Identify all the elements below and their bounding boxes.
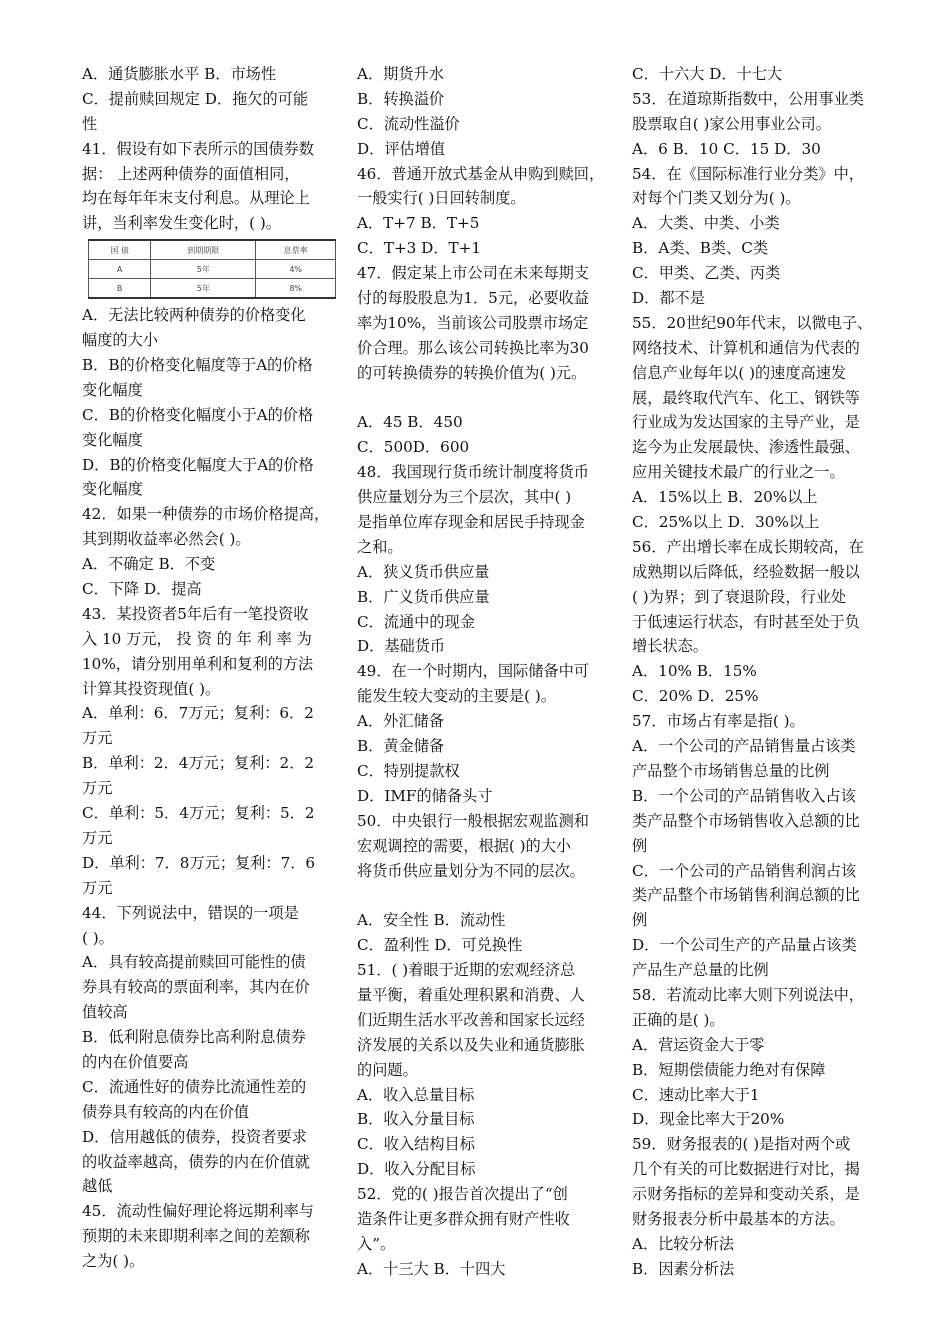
text-line: 产品生产总量的比例 bbox=[632, 961, 769, 980]
text-line: 性 bbox=[82, 114, 98, 133]
text-line: C．流通性好的债券比流通性差的 bbox=[82, 1077, 307, 1096]
text-line: 59．财务报表的( )是指对两个或 bbox=[632, 1135, 851, 1154]
text-line: D．IMF的储备头寸 bbox=[357, 786, 493, 805]
text-line: C．B的价格变化幅度小于A的价格 bbox=[82, 405, 314, 424]
text-line: 入 10 万元， 投 资 的 年 利 率 为 bbox=[82, 629, 312, 648]
text-line: 47．假定某上市公司在未来每期支 bbox=[357, 264, 589, 283]
text-line: 万元 bbox=[82, 729, 113, 748]
text-line: 57．市场占有率是指( )。 bbox=[632, 712, 805, 731]
text-line: A．15%以上 B．20%以上 bbox=[632, 488, 818, 507]
text-line: B．低利附息债券比高利附息债券 bbox=[82, 1028, 306, 1047]
left-column-top-text bbox=[82, 62, 344, 236]
text-line: B．转换溢价 bbox=[357, 89, 445, 108]
text-line: 类产品整个市场销售收入总额的比 bbox=[632, 811, 860, 830]
text-line: 行业成为发达国家的主导产业，是 bbox=[632, 413, 860, 432]
bond-table-cell: 5年 bbox=[151, 260, 256, 279]
text-line: 之为( )。 bbox=[82, 1252, 145, 1271]
bond-table-cell: A bbox=[89, 260, 151, 279]
text-line: 增长状态。 bbox=[632, 637, 708, 656]
text-line: 例 bbox=[632, 911, 648, 930]
text-line: 将货币供应量划分为不同的层次。 bbox=[357, 861, 585, 880]
text-line: 一般实行( )日回转制度。 bbox=[357, 189, 526, 208]
text-line: ( )为界；到了衰退阶段，行业处 bbox=[632, 587, 847, 606]
bond-table-cell: 8% bbox=[256, 279, 336, 299]
text-line: 迄今为止发展最快、渗透性最强、 bbox=[632, 438, 860, 457]
text-line: 济发展的关系以及失业和通货膨胀 bbox=[357, 1035, 585, 1054]
text-line: 变化幅度 bbox=[82, 380, 143, 399]
text-line: A．营运资金大于零 bbox=[632, 1035, 765, 1054]
text-line: 信息产业每年以( )的速度高速发 bbox=[632, 363, 847, 382]
text-line: B．一个公司的产品销售收入占该 bbox=[632, 786, 856, 805]
text-line: 53．在道琼斯指数中，公用事业类 bbox=[632, 89, 864, 108]
text-line: 率为10%，当前该公司股票市场定 bbox=[357, 313, 589, 332]
text-line: C．下降 D．提高 bbox=[82, 580, 202, 599]
text-line: 的问题。 bbox=[357, 1060, 418, 1079]
text-line: 55．20世纪90年代末，以微电子、 bbox=[632, 313, 873, 332]
text-line: 的内在价值要高 bbox=[82, 1052, 189, 1071]
text-line: A．无法比较两种债券的价格变化 bbox=[82, 306, 306, 325]
text-line: 44．下列说法中，错误的一项是 bbox=[82, 903, 299, 922]
left-column-bottom-text bbox=[82, 303, 344, 1274]
bond-table-header: 息票率 bbox=[256, 240, 336, 260]
text-line: 例 bbox=[632, 836, 648, 855]
bond-table-cell: B bbox=[89, 279, 151, 299]
text-line: 其到期收益率必然会( )。 bbox=[82, 530, 251, 549]
text-line: C．流动性溢价 bbox=[357, 114, 460, 133]
text-line: 讲，当利率发生变化时，( )。 bbox=[82, 214, 281, 233]
text-line: 应用关键技术最广的行业之一。 bbox=[632, 463, 845, 482]
text-line: 变化幅度 bbox=[82, 480, 143, 499]
text-line: 入”。 bbox=[357, 1234, 396, 1253]
text-line: 成熟期以后降低，经验数据一般以 bbox=[632, 562, 860, 581]
text-line: 股票取自( )家公用事业公司。 bbox=[632, 114, 831, 133]
text-line: 造条件让更多群众拥有财产性收 bbox=[357, 1209, 570, 1228]
text-line: 值较高 bbox=[82, 1003, 128, 1022]
text-line: D．B的价格变化幅度大于A的价格 bbox=[82, 455, 314, 474]
text-line: D．都不是 bbox=[632, 289, 705, 308]
text-line: A．单利：6．7万元；复利：6．2 bbox=[82, 704, 314, 723]
text-line: D．评估增值 bbox=[357, 139, 446, 158]
blank-line bbox=[357, 883, 629, 908]
text-line: C．十六大 D．十七大 bbox=[632, 65, 783, 83]
text-line: 变化幅度 bbox=[82, 430, 143, 449]
text-line: D．现金比率大于20% bbox=[632, 1110, 785, 1129]
right-column bbox=[632, 62, 900, 1282]
text-line: 45．流动性偏好理论将远期利率与 bbox=[82, 1202, 314, 1221]
text-line: 41．假设有如下表所示的国债券数 bbox=[82, 139, 314, 158]
text-line: 宏观调控的需要，根据( )的大小 bbox=[357, 836, 572, 855]
text-line: 供应量划分为三个层次，其中( ) bbox=[357, 488, 572, 507]
text-line: C．500D．600 bbox=[357, 438, 470, 457]
bond-table-cell: 5年 bbox=[151, 279, 256, 299]
bond-table-row bbox=[89, 279, 336, 299]
text-line: A．6 B．10 C．15 D．30 bbox=[632, 139, 821, 158]
text-line: 类产品整个市场销售利润总额的比 bbox=[632, 886, 860, 905]
text-line: 的收益率越高，债券的内在价值就 bbox=[82, 1152, 310, 1171]
text-line: 对每个门类又划分为( )。 bbox=[632, 189, 801, 208]
text-line: ( )。 bbox=[82, 928, 114, 947]
text-line: B．单利：2．4万元；复利：2．2 bbox=[82, 754, 315, 773]
text-line: A．狭义货币供应量 bbox=[357, 562, 490, 581]
bond-table-row bbox=[89, 260, 336, 279]
text-line: A．45 B．450 bbox=[357, 413, 463, 432]
blank-line bbox=[357, 386, 629, 411]
text-line: 是指单位库存现金和居民手持现金 bbox=[357, 513, 585, 532]
text-line: C．甲类、乙类、丙类 bbox=[632, 264, 781, 283]
text-line: B．收入分量目标 bbox=[357, 1110, 475, 1129]
bond-table-header: 国 债 bbox=[89, 240, 151, 260]
text-line: 示财务指标的差异和变动关系，是 bbox=[632, 1185, 860, 1204]
text-line: 均在每年年末支付利息。从理论上 bbox=[82, 189, 310, 208]
text-line: 54．在《国际标准行业分类》中， bbox=[632, 164, 864, 183]
text-line: 46．普通开放式基金从申购到赎回， bbox=[357, 164, 605, 183]
text-line: 展，最终取代汽车、化工、钢铁等 bbox=[632, 388, 860, 407]
text-line: 正确的是( )。 bbox=[632, 1010, 725, 1029]
text-line: 预期的未来即期利率之间的差额称 bbox=[82, 1227, 310, 1246]
text-line: 计算其投资现值( )。 bbox=[82, 679, 221, 698]
text-line: 50．中央银行一般根据宏观监测和 bbox=[357, 811, 589, 830]
text-line: 据： 上述两种债券的面值相同， bbox=[82, 164, 300, 183]
text-line: B．因素分析法 bbox=[632, 1259, 735, 1278]
text-line: A．具有较高提前赎回可能性的债 bbox=[82, 953, 306, 972]
text-line: 42．如果一种债券的市场价格提高， bbox=[82, 505, 330, 524]
text-line: 网络技术、计算机和通信为代表的 bbox=[632, 338, 860, 357]
text-line: 产品整个市场销售总量的比例 bbox=[632, 761, 830, 780]
text-line: 万元 bbox=[82, 779, 113, 798]
text-line: 付的每股股息为1．5元，必要收益 bbox=[357, 289, 589, 308]
text-line: 48．我国现行货币统计制度将货币 bbox=[357, 463, 589, 482]
text-line: A．10% B．15% bbox=[632, 662, 757, 681]
text-line: 万元 bbox=[82, 828, 113, 847]
text-line: B．短期偿债能力绝对有保障 bbox=[632, 1060, 826, 1079]
text-line: 万元 bbox=[82, 878, 113, 897]
text-line: B．广义货币供应量 bbox=[357, 587, 490, 606]
text-line: D．收入分配目标 bbox=[357, 1160, 476, 1179]
text-line: 10%，请分别用单利和复利的方法 bbox=[82, 654, 314, 673]
text-line: A．通货膨胀水平 B．市场性 bbox=[82, 65, 277, 83]
text-line: 财务报表分析中最基本的方法。 bbox=[632, 1209, 845, 1228]
bond-table bbox=[88, 239, 336, 299]
text-line: 券具有较高的票面利率，其内在价 bbox=[82, 978, 310, 997]
text-line: 的可转换债券的转换价值为( )元。 bbox=[357, 363, 587, 382]
text-line: 于低速运行状态，有时甚至处于负 bbox=[632, 612, 860, 631]
text-line: C．一个公司的产品销售利润占该 bbox=[632, 861, 857, 880]
text-line: C．盈利性 D．可兑换性 bbox=[357, 936, 523, 955]
text-line: 51．( )着眼于近期的宏观经济总 bbox=[357, 961, 576, 980]
text-line: B．黄金储备 bbox=[357, 737, 445, 756]
text-line: A．收入总量目标 bbox=[357, 1085, 475, 1104]
text-line: 之和。 bbox=[357, 537, 403, 556]
text-line: 58．若流动比率大则下列说法中， bbox=[632, 985, 864, 1004]
bond-table-cell: 4% bbox=[256, 260, 336, 279]
text-line: 价合理。那么该公司转换比率为30 bbox=[357, 338, 589, 357]
text-line: 越低 bbox=[82, 1177, 113, 1196]
text-line: C．流通中的现金 bbox=[357, 612, 475, 631]
text-line: C．T+3 D．T+1 bbox=[357, 239, 482, 258]
bond-table-header: 到期期限 bbox=[151, 240, 256, 260]
text-line: C．25%以上 D．30%以上 bbox=[632, 513, 820, 532]
text-line: 52．党的( )报告首次提出了“创 bbox=[357, 1185, 568, 1204]
text-line: A．T+7 B．T+5 bbox=[357, 214, 480, 233]
text-line: 43．某投资者5年后有一笔投资收 bbox=[82, 604, 309, 623]
text-line: D．单利：7．8万元；复利：7．6 bbox=[82, 853, 316, 872]
text-line: A．大类、中类、小类 bbox=[632, 214, 780, 233]
text-line: A．一个公司的产品销售量占该类 bbox=[632, 737, 856, 756]
text-line: 幅度的大小 bbox=[82, 331, 158, 350]
left-column bbox=[82, 62, 344, 1274]
text-line: 56．产出增长率在成长期较高，在 bbox=[632, 537, 864, 556]
text-line: 能发生较大变动的主要是( )。 bbox=[357, 687, 556, 706]
text-line: A．不确定 B．不变 bbox=[82, 555, 216, 574]
text-line: C．收入结构目标 bbox=[357, 1135, 475, 1154]
text-line: D．基础货币 bbox=[357, 637, 446, 656]
text-line: B．B的价格变化幅度等于A的价格 bbox=[82, 356, 313, 375]
text-line: A．外汇储备 bbox=[357, 712, 444, 731]
text-line: C．单利：5．4万元；复利：5．2 bbox=[82, 804, 315, 823]
text-line: 几个有关的可比数据进行对比，揭 bbox=[632, 1160, 860, 1179]
text-line: D．信用越低的债券，投资者要求 bbox=[82, 1127, 307, 1146]
text-line: A．安全性 B．流动性 bbox=[357, 911, 506, 930]
text-line: C．特别提款权 bbox=[357, 761, 460, 780]
text-line: C．速动比率大于1 bbox=[632, 1085, 760, 1104]
text-line: 量平衡，着重处理积累和消费、人 bbox=[357, 985, 585, 1004]
text-line: 49．在一个时期内，国际储备中可 bbox=[357, 662, 589, 681]
text-line: B．A类、B类、C类 bbox=[632, 239, 769, 258]
text-line: C．20% D．25% bbox=[632, 687, 759, 706]
text-line: A．十三大 B．十四大 bbox=[357, 1259, 506, 1278]
text-line: D．一个公司生产的产品量占该类 bbox=[632, 936, 857, 955]
text-line: 债券具有较高的内在价值 bbox=[82, 1102, 250, 1121]
text-line: A．比较分析法 bbox=[632, 1234, 735, 1253]
middle-column bbox=[357, 62, 629, 1282]
text-line: 们近期生活水平改善和国家长远经 bbox=[357, 1010, 585, 1029]
bond-table-header-row bbox=[89, 240, 336, 260]
text-line: A．期货升水 bbox=[357, 65, 444, 83]
text-line: C．提前赎回规定 D．拖欠的可能 bbox=[82, 89, 309, 108]
